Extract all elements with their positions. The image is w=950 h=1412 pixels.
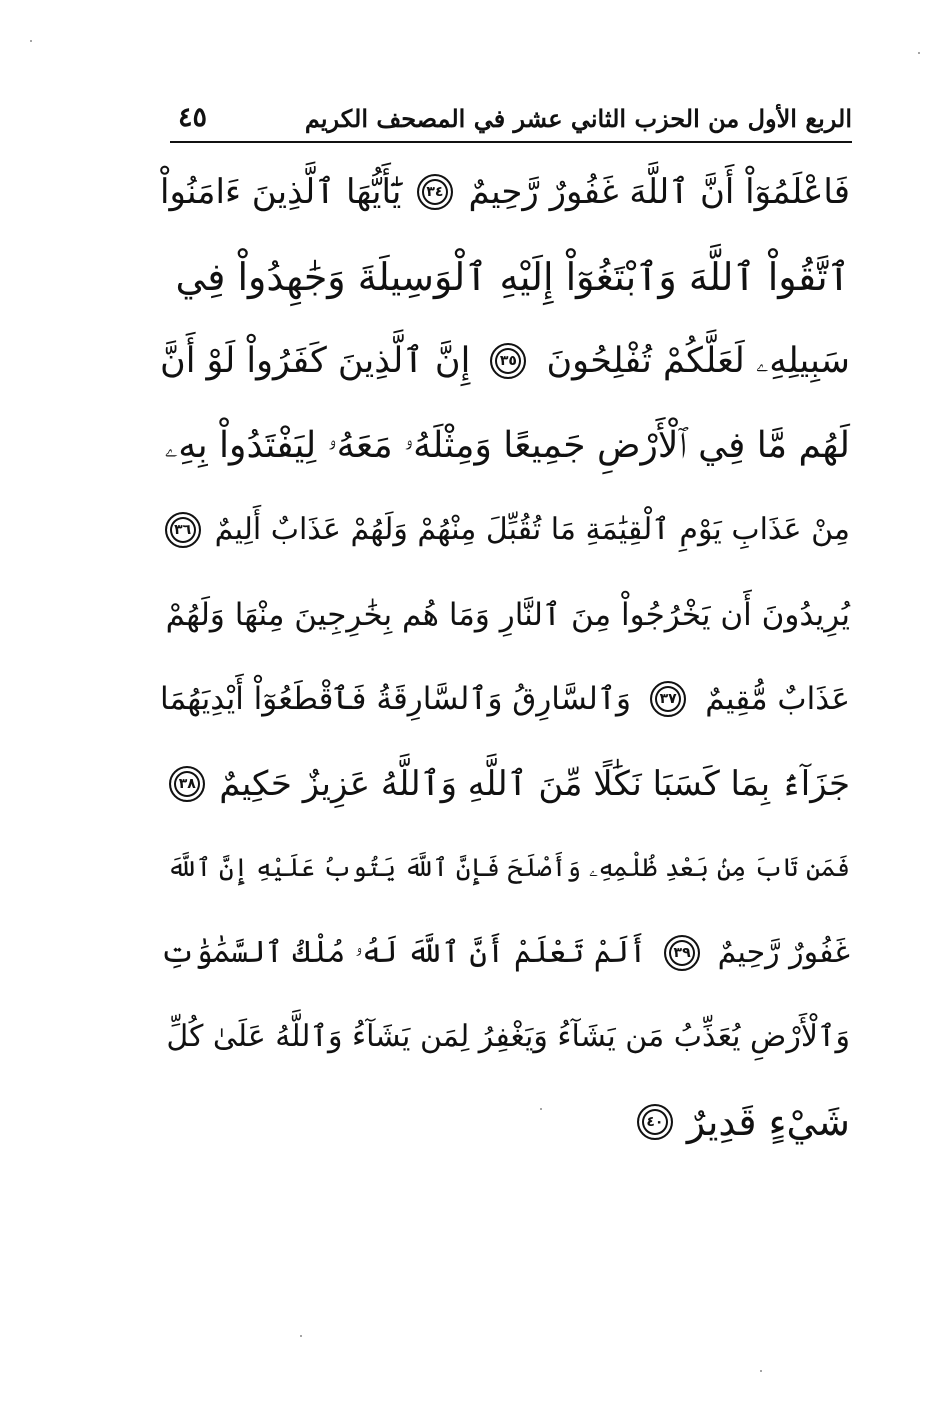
text-line [160,995,850,1080]
header-rule [170,141,852,143]
verse-text: مِنْ عَذَابِ يَوْمِ ٱلْقِيَٰمَةِ مَا تُقُبِّلَ مِنْهُمْ وَلَهُمْ عَذَابٌ أَلِيمٌ [214,512,850,547]
verse-text: غَفُورٌ رَّحِيمٌ [717,934,850,970]
verse-text: فَاعْلَمُوٓاْ أَنَّ ٱللَّهَ غَفُورٌ رَّحِيمٌ [468,172,850,212]
verse-text: وَٱلسَّارِقُ وَٱلسَّارِقَةُ فَٱقْطَعُوٓاْ أَيْدِيَهُمَا [160,681,631,717]
ayah-number-marker: ٣٤ [417,174,453,210]
ayah-number-marker: ٣٩ [664,935,700,971]
page-number: ٤٥ [178,102,208,133]
verse-text: إِنَّ ٱلَّذِينَ كَفَرُواْ لَوْ أَنَّ [160,341,471,381]
ayah-number-marker: ٤٠ [637,1104,673,1140]
verse-text: سَبِيلِهِۦ لَعَلَّكُمْ تُفْلِحُونَ [546,341,850,381]
scan-speck [760,1370,762,1372]
text-line [160,1080,850,1165]
quran-text-block [160,150,850,1164]
scan-speck [30,40,32,42]
verse-text: ٱتَّقُواْ ٱللَّهَ وَٱبْتَغُوٓاْ إِلَيْهِ ٱلْوَسِيلَةَ وَجَٰهِدُواْ فِي [175,254,850,299]
text-line [160,742,850,827]
page-header [170,100,852,142]
verse-text: يُرِيدُونَ أَن يَخْرُجُواْ مِنَ ٱلنَّارِ وَمَا هُم بِخَٰرِجِينَ مِنْهَا وَلَهُمْ [165,596,850,633]
text-line [160,150,850,235]
text-line [160,319,850,404]
text-line [160,488,850,573]
verse-text: جَزَآءَۢ بِمَا كَسَبَا نَكَٰلًا مِّنَ ٱللَّهِ وَٱللَّهُ عَزِيزٌ حَكِيمٌ [219,763,850,804]
scan-speck [918,52,920,54]
verse-text: فَمَن تَابَ مِنۢ بَعْدِ ظُلْمِهِۦ وَأَصْلَحَ فَإِنَّ ٱللَّهَ يَتُوبُ عَلَيْهِ إِنَّ ٱللَّهَ [167,853,850,882]
header-title: الربع الأول من الحزب الثاني عشر في المصحف الكريم [304,104,852,133]
text-line [160,911,850,996]
ayah-number-marker: ٣٥ [490,343,526,379]
scan-speck [540,1108,542,1110]
ayah-number-marker: ٣٦ [165,512,201,548]
verse-text: يَٰٓأَيُّهَا ٱلَّذِينَ ءَامَنُواْ [160,172,402,212]
ayah-number-marker: ٣٧ [650,681,686,717]
text-line [160,235,850,320]
text-line [160,404,850,489]
verse-text: لَهُم مَّا فِي ٱلْأَرْضِ جَمِيعًا وَمِثْلَهُۥ مَعَهُۥ لِيَفْتَدُواْ بِهِۦ [164,424,850,466]
verse-text: وَٱلْأَرْضِ يُعَذِّبُ مَن يَشَآءُ وَيَغْفِرُ لِمَن يَشَآءُ وَٱللَّهُ عَلَىٰ كُلِّ [166,1019,850,1054]
text-line [160,826,850,911]
verse-text: أَلَمْ تَعْلَمْ أَنَّ ٱللَّهَ لَهُۥ مُلْكُ ٱلسَّمَٰوَٰتِ [160,934,647,970]
text-line [160,657,850,742]
verse-text: شَيْءٍ قَدِيرٌ [686,1099,850,1144]
scan-speck [300,1335,302,1337]
verse-text: عَذَابٌ مُّقِيمٌ [705,681,850,717]
text-line [160,573,850,658]
ayah-number-marker: ٣٨ [169,766,205,802]
